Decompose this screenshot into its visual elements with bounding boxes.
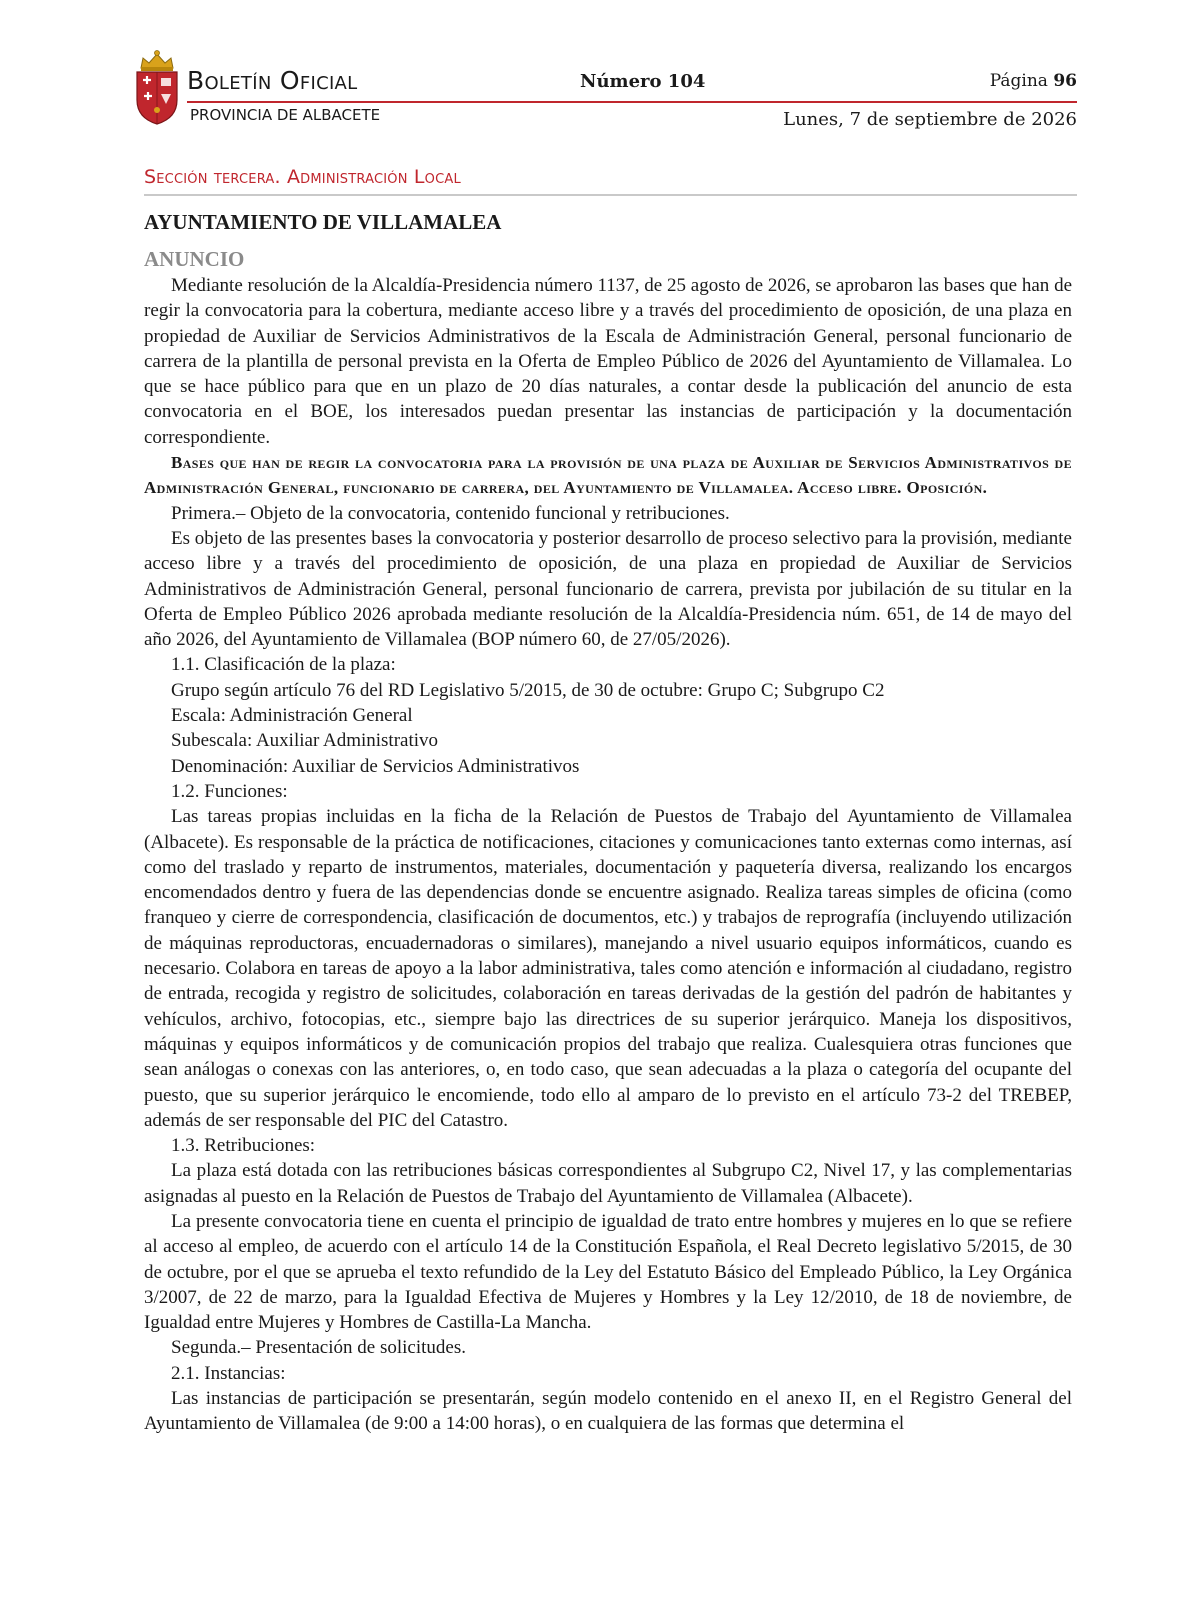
- paragraph: Escala: Administración General: [171, 705, 413, 727]
- paragraph: 1.3. Retribuciones:: [171, 1135, 316, 1157]
- paragraph: Es objeto de las presentes bases la convocatoria y posterior desarrollo de proceso selectivo para la provisión, mediante acceso libre y a través del procedimiento de oposición, de una plaza en propiedad de Auxiliar de Servicios Administrativos de Administración General, personal funcionario de carrera, prevista por jubilación de su titular en la Oferta de Empleo Público 2026 aprobada mediante resolución de la Alcaldía-Presidencia núm. 651, de 14 de mayo del año 2026, del Ayuntamiento de Villamalea (BOP número 60, de 27/05/2026).: [144, 527, 1072, 651]
- header-divider: [187, 101, 1077, 103]
- document-body: [144, 273, 1072, 1437]
- paragraph: Denominación: Auxiliar de Servicios Administrativos: [171, 755, 580, 777]
- announcement-type: ANUNCIO: [144, 247, 245, 271]
- issue-number: Número 104: [580, 71, 706, 92]
- paragraph: Grupo según artículo 76 del RD Legislativo 5/2015, de 30 de octubre: Grupo C; Subgrupo C2: [171, 679, 885, 701]
- paragraph: 1.2. Funciones:: [171, 780, 288, 802]
- provincial-crest-icon: [133, 48, 181, 126]
- paragraph: Subescala: Auxiliar Administrativo: [171, 730, 439, 752]
- paragraph: La plaza está dotada con las retribuciones básicas correspondientes al Subgrupo C2, Nivel 17, y las complementarias asignadas al puesto en la Relación de Puestos de Trabajo del Ayuntamiento de Villamalea (Albacete).: [144, 1160, 1072, 1207]
- paragraph: Las instancias de participación se presentarán, según modelo contenido en el anexo II, en el Registro General del Ayuntamiento de Villamalea (de 9:00 a 14:00 horas), o en cualquiera de las formas que determina el: [144, 1388, 1072, 1435]
- paragraph: 1.1. Clasificación de la plaza:: [171, 654, 396, 676]
- publication-subtitle: PROVINCIA DE ALBACETE: [190, 106, 381, 124]
- bases-heading: Bases que han de regir la convocatoria para la provisión de una plaza de Auxiliar de Servicios Administrativos de Administración General, funcionario de carrera, del Ayuntamiento de Villamalea. Acceso libre. Oposición.: [144, 453, 1072, 498]
- page-label: Página: [989, 71, 1048, 91]
- paragraph: La presente convocatoria tiene en cuenta el principio de igualdad de trato entre hombres y mujeres en lo que se refiere al acceso al empleo, de acuerdo con el artículo 14 de la Constitución Española, el Real Decreto legislativo 5/2015, de 30 de octubre, por el que se aprueba el texto refundido de la Ley del Estatuto Básico del Empleado Público, la Ley Orgánica 3/2007, de 22 de marzo, para la Igualdad Efectiva de Mujeres y Hombres y la Ley 12/2010, de 18 de noviembre, de Igualdad entre Mujeres y Hombres de Castilla-La Mancha.: [144, 1210, 1072, 1334]
- paragraph: Segunda.– Presentación de solicitudes.: [171, 1337, 466, 1359]
- page-number: 96: [1053, 71, 1077, 91]
- paragraph: Primera.– Objeto de la convocatoria, contenido funcional y retribuciones.: [171, 502, 730, 524]
- page-indicator: [990, 71, 1077, 91]
- entity-name: AYUNTAMIENTO DE VILLAMALEA: [144, 210, 502, 234]
- paragraph: 2.1. Instancias:: [171, 1362, 286, 1384]
- issue-date: Lunes, 7 de septiembre de 2026: [783, 109, 1077, 130]
- section-title: Sección tercera. Administración Local: [144, 166, 461, 188]
- paragraph: Mediante resolución de la Alcaldía-Presidencia número 1137, de 25 agosto de 2026, se aprobaron las bases que han de regir la convocatoria para la cobertura, mediante acceso libre y a través del procedimiento de oposición, de una plaza en propiedad de Auxiliar de Servicios Administrativos de la Escala de Administración General, personal funcionario de carrera de la plantilla de personal prevista en la Oferta de Empleo Público de 2026 del Ayuntamiento de Villamalea. Lo que se hace público para que en un plazo de 20 días naturales, a contar desde la publicación del anuncio de esta convocatoria en el BOE, los interesados puedan presentar las instancias de participación y la documentación correspondiente.: [144, 275, 1072, 448]
- section-divider: [144, 194, 1077, 196]
- paragraph: Las tareas propias incluidas en la ficha de la Relación de Puestos de Trabajo del Ayuntamiento de Villamalea (Albacete). Es responsable de la práctica de notificaciones, citaciones y comunicaciones tanto externas como internas, así como del traslado y reparto de instrumentos, materiales, documentación y paquetería diversa, realizando los encargos encomendados dentro y fuera de las dependencias donde se encuentre asignado. Realiza tareas simples de oficina (como franqueo y cierre de correspondencia, clasificación de documentos, etc.) y trabajos de reprografía (incluyendo utilización de máquinas reproductoras, encuadernadoras o similares), manejando a nivel usuario equipos informáticos, cuando es necesario. Colabora en tareas de apoyo a la labor administrativa, tales como atención e información al ciudadano, registro de entrada, recogida y registro de solicitudes, colaboración en tareas derivadas de la gestión del padrón de habitantes y vehículos, archivo, fotocopias, etc., siempre bajo las directrices de su superior jerárquico. Maneja los dispositivos, máquinas y equipos informáticos y de comunicación propios del trabajo que realiza. Cualesquiera otras funciones que sean análogas o conexas con las anteriores, o, en todo caso, que sean adecuadas a la plaza o categoría del ocupante del puesto, que su superior jerárquico le encomiende, todo ello al amparo de lo previsto en el artículo 73-2 del TREBEP, además de ser responsable del PIC del Catastro.: [144, 806, 1072, 1131]
- publication-title: Boletín Oficial: [187, 66, 358, 95]
